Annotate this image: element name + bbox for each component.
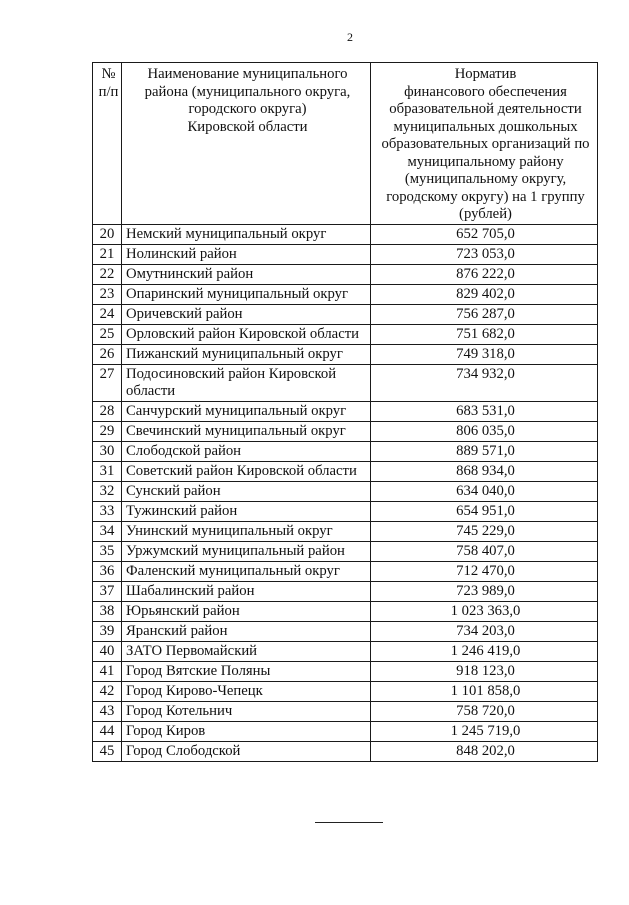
header-value-line: муниципальных дошкольных xyxy=(393,118,578,135)
row-value: 1 246 419,0 xyxy=(371,641,598,661)
table-row xyxy=(93,441,598,461)
row-value: 848 202,0 xyxy=(371,741,598,761)
row-name: Пижанский муниципальный округ xyxy=(122,344,371,364)
header-name-line: Кировской области xyxy=(187,118,308,135)
footer-divider xyxy=(315,822,383,823)
row-number: 22 xyxy=(93,264,122,284)
header-value-line: муниципальному району xyxy=(407,153,564,170)
header-number-line: № xyxy=(101,66,116,82)
row-value: 1 023 363,0 xyxy=(371,601,598,621)
row-number: 29 xyxy=(93,421,122,441)
row-name: Город Кирово-Чепецк xyxy=(122,681,371,701)
table-header xyxy=(93,63,598,225)
row-value: 889 571,0 xyxy=(371,441,598,461)
table-row xyxy=(93,284,598,304)
row-value: 1 101 858,0 xyxy=(371,681,598,701)
row-value: 756 287,0 xyxy=(371,304,598,324)
row-value: 749 318,0 xyxy=(371,344,598,364)
table-row xyxy=(93,661,598,681)
row-number: 20 xyxy=(93,224,122,244)
row-name: Яранский район xyxy=(122,621,371,641)
table-row xyxy=(93,581,598,601)
row-value: 751 682,0 xyxy=(371,324,598,344)
table-row xyxy=(93,401,598,421)
row-value: 634 040,0 xyxy=(371,481,598,501)
row-number: 34 xyxy=(93,521,122,541)
row-value: 745 229,0 xyxy=(371,521,598,541)
row-value: 876 222,0 xyxy=(371,264,598,284)
header-value-line: финансового обеспечения xyxy=(404,83,567,100)
header-value-line: (рублей) xyxy=(459,206,512,222)
row-number: 28 xyxy=(93,401,122,421)
row-value: 654 951,0 xyxy=(371,501,598,521)
row-number: 23 xyxy=(93,284,122,304)
row-name: Фаленский муниципальный округ xyxy=(122,561,371,581)
row-name: Город Котельнич xyxy=(122,701,371,721)
table-row xyxy=(93,344,598,364)
row-name: Город Вятские Поляны xyxy=(122,661,371,681)
row-name: ЗАТО Первомайский xyxy=(122,641,371,661)
row-name: Шабалинский район xyxy=(122,581,371,601)
table-row xyxy=(93,501,598,521)
row-name: Город Слободской xyxy=(122,741,371,761)
row-value: 868 934,0 xyxy=(371,461,598,481)
table-row xyxy=(93,324,598,344)
row-number: 27 xyxy=(93,364,122,401)
row-number: 21 xyxy=(93,244,122,264)
norms-table xyxy=(92,62,598,762)
row-number: 39 xyxy=(93,621,122,641)
row-name: Уржумский муниципальный район xyxy=(122,541,371,561)
header-name-cell xyxy=(122,63,371,225)
table-row xyxy=(93,741,598,761)
row-value: 652 705,0 xyxy=(371,224,598,244)
header-value-line: образовательных организаций по xyxy=(381,136,590,152)
row-value: 806 035,0 xyxy=(371,421,598,441)
table-row xyxy=(93,364,598,401)
header-number-cell xyxy=(93,63,122,225)
row-number: 32 xyxy=(93,481,122,501)
row-number: 41 xyxy=(93,661,122,681)
header-number-line: п/п xyxy=(98,83,119,100)
row-value: 829 402,0 xyxy=(371,284,598,304)
row-number: 42 xyxy=(93,681,122,701)
row-value: 734 203,0 xyxy=(371,621,598,641)
row-number: 44 xyxy=(93,721,122,741)
table-row xyxy=(93,721,598,741)
header-value-line: городскому округу) на 1 группу xyxy=(386,188,585,205)
row-name: Советский район Кировской области xyxy=(122,461,371,481)
table-row xyxy=(93,561,598,581)
row-number: 26 xyxy=(93,344,122,364)
row-value: 734 932,0 xyxy=(371,364,598,401)
header-value-line: (муниципальному округу, xyxy=(404,171,567,187)
row-value: 1 245 719,0 xyxy=(371,721,598,741)
row-name: Подосиновский район Кировской области xyxy=(122,364,371,401)
row-name: Орловский район Кировской области xyxy=(122,324,371,344)
header-name-line: района (муниципального округа, xyxy=(144,83,351,100)
row-name: Город Киров xyxy=(122,721,371,741)
table-row xyxy=(93,421,598,441)
table-row xyxy=(93,601,598,621)
row-name: Санчурский муниципальный округ xyxy=(122,401,371,421)
row-name: Оричевский район xyxy=(122,304,371,324)
row-name: Опаринский муниципальный округ xyxy=(122,284,371,304)
table-body xyxy=(93,224,598,761)
row-value: 723 989,0 xyxy=(371,581,598,601)
row-number: 30 xyxy=(93,441,122,461)
row-number: 31 xyxy=(93,461,122,481)
row-name: Юрьянский район xyxy=(122,601,371,621)
header-value-line: образовательной деятельности xyxy=(389,101,582,117)
header-name-line: городского округа) xyxy=(188,101,307,117)
table-row xyxy=(93,224,598,244)
row-number: 45 xyxy=(93,741,122,761)
page-number: 2 xyxy=(347,30,353,44)
row-number: 24 xyxy=(93,304,122,324)
row-value: 918 123,0 xyxy=(371,661,598,681)
row-name: Нолинский район xyxy=(122,244,371,264)
row-name: Сунский район xyxy=(122,481,371,501)
table-row xyxy=(93,244,598,264)
row-value: 712 470,0 xyxy=(371,561,598,581)
table-row xyxy=(93,621,598,641)
header-name-line: Наименование муниципального xyxy=(147,66,348,82)
header-row xyxy=(93,63,598,225)
row-number: 38 xyxy=(93,601,122,621)
row-number: 33 xyxy=(93,501,122,521)
table-row xyxy=(93,264,598,284)
table-row xyxy=(93,681,598,701)
row-name: Немский муниципальный округ xyxy=(122,224,371,244)
row-name: Унинский муниципальный округ xyxy=(122,521,371,541)
row-value: 723 053,0 xyxy=(371,244,598,264)
row-value: 758 720,0 xyxy=(371,701,598,721)
row-number: 25 xyxy=(93,324,122,344)
row-value: 683 531,0 xyxy=(371,401,598,421)
table-row xyxy=(93,304,598,324)
table-row xyxy=(93,481,598,501)
row-name: Свечинский муниципальный округ xyxy=(122,421,371,441)
row-number: 40 xyxy=(93,641,122,661)
row-number: 43 xyxy=(93,701,122,721)
row-value: 758 407,0 xyxy=(371,541,598,561)
table-row xyxy=(93,701,598,721)
header-value-cell xyxy=(371,63,598,225)
table-row xyxy=(93,641,598,661)
row-name: Тужинский район xyxy=(122,501,371,521)
row-number: 37 xyxy=(93,581,122,601)
row-number: 36 xyxy=(93,561,122,581)
row-number: 35 xyxy=(93,541,122,561)
table-row xyxy=(93,521,598,541)
table-row xyxy=(93,541,598,561)
row-name: Слободской район xyxy=(122,441,371,461)
row-name: Омутнинский район xyxy=(122,264,371,284)
header-value-line: Норматив xyxy=(454,66,517,82)
table-row xyxy=(93,461,598,481)
